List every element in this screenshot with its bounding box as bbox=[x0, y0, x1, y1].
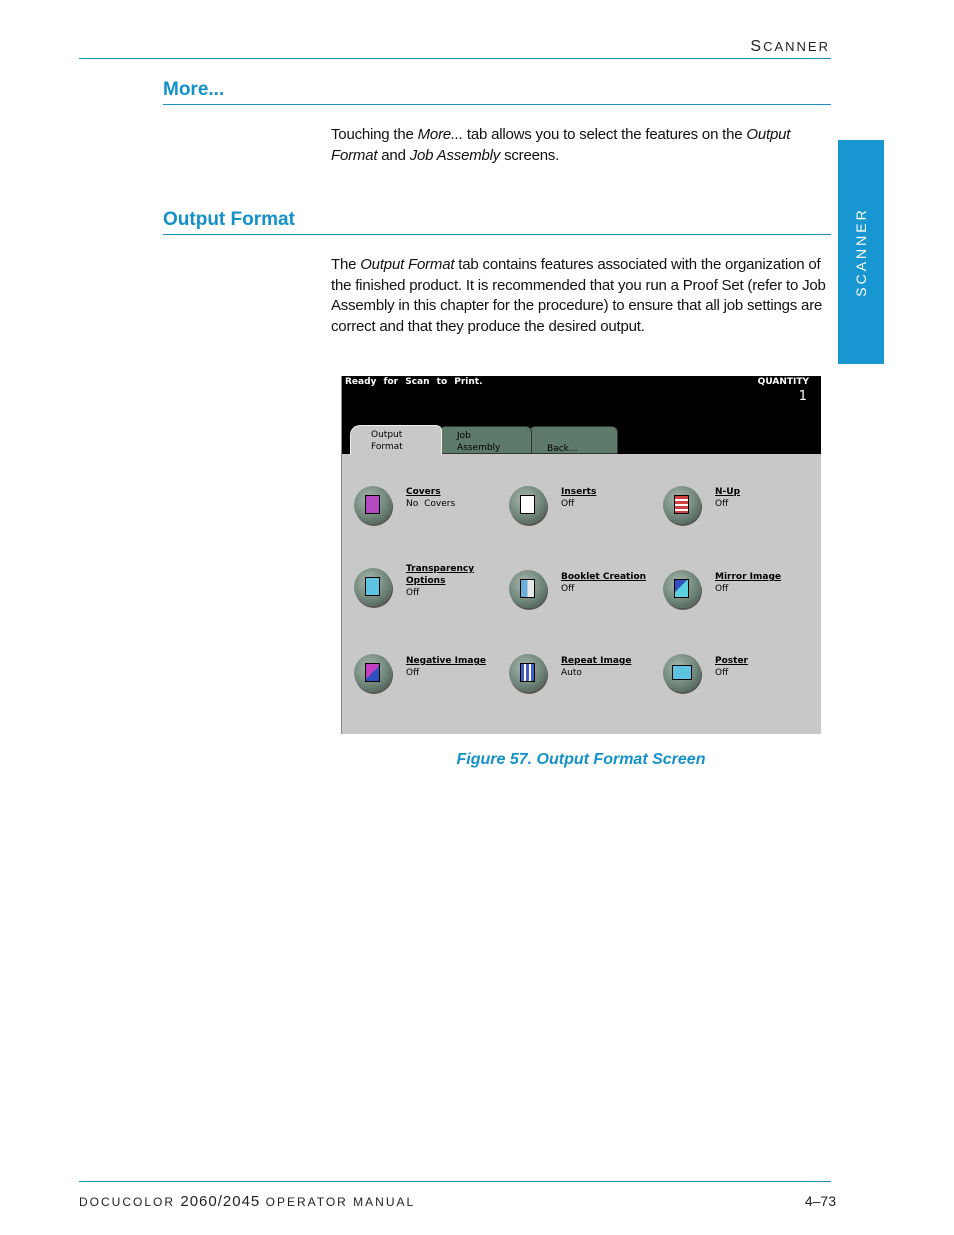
section-title-output-format: Output Format bbox=[163, 209, 295, 230]
footer-rule bbox=[79, 1181, 831, 1182]
negative-image-feature[interactable] bbox=[354, 654, 504, 704]
inserts-icon[interactable] bbox=[509, 486, 547, 524]
feature-name: Poster bbox=[715, 656, 748, 666]
quantity-value: 1 bbox=[798, 389, 807, 404]
text-run-italic: More... bbox=[417, 126, 463, 143]
footer-manual-title bbox=[79, 1193, 415, 1210]
negative-image-icon[interactable] bbox=[354, 654, 392, 692]
footer-model: 2060/2045 bbox=[180, 1193, 261, 1210]
tab-output-format[interactable] bbox=[350, 425, 442, 455]
text-run: tab allows you to select the features on the bbox=[462, 126, 747, 143]
paragraph-output-format bbox=[331, 255, 831, 337]
running-head bbox=[750, 38, 830, 56]
feature-name: Repeat Image bbox=[561, 656, 632, 666]
transparency-options-feature[interactable] bbox=[354, 564, 504, 618]
tab-label: Output bbox=[371, 430, 403, 440]
feature-name: Transparency bbox=[406, 564, 475, 574]
feature-name-line2: Options bbox=[406, 576, 446, 586]
repeat-image-icon[interactable] bbox=[509, 654, 547, 692]
feature-name: Mirror Image bbox=[715, 572, 782, 582]
header-rule bbox=[79, 58, 831, 59]
text-run: The bbox=[331, 256, 361, 273]
feature-value: Off bbox=[715, 668, 729, 678]
page-number: 4–73 bbox=[804, 1193, 836, 1209]
n-up-icon[interactable] bbox=[663, 486, 701, 524]
footer-brand: DOCUCOLOR bbox=[79, 1195, 176, 1209]
tab-back[interactable] bbox=[526, 426, 618, 454]
feature-value: Off bbox=[406, 668, 420, 678]
mirror-image-icon[interactable] bbox=[663, 570, 701, 608]
tab-label: Back... bbox=[547, 444, 578, 454]
mirror-image-feature[interactable] bbox=[663, 570, 813, 620]
feature-value: Auto bbox=[561, 668, 582, 678]
feature-value: Off bbox=[561, 499, 575, 509]
inserts-feature[interactable] bbox=[509, 486, 659, 536]
output-format-screen bbox=[341, 376, 821, 734]
figure-caption: Figure 57. Output Format Screen bbox=[456, 751, 706, 768]
booklet-icon[interactable] bbox=[509, 570, 547, 608]
repeat-image-feature[interactable] bbox=[509, 654, 659, 704]
n-up-feature[interactable] bbox=[663, 486, 813, 536]
running-head-initial: S bbox=[750, 38, 764, 55]
booklet-creation-feature[interactable] bbox=[509, 570, 659, 620]
feature-value: Off bbox=[561, 584, 575, 594]
quantity-label: QUANTITY bbox=[757, 377, 809, 387]
footer-manual: OPERATOR MANUAL bbox=[265, 1195, 416, 1209]
side-tab-label: SCANNER bbox=[853, 207, 869, 297]
covers-icon[interactable] bbox=[354, 486, 392, 524]
feature-name: Negative Image bbox=[406, 656, 486, 666]
feature-value: Off bbox=[715, 499, 729, 509]
text-run: tab contains features associated with the organization of the finished product. It is recommended that you run a Proof Set (refer to Job Assembly in this chapter for the procedure) to ensure that all job settings are correct and that they produce the desired output. bbox=[331, 256, 826, 335]
section-rule bbox=[163, 104, 831, 105]
running-head-rest: CANNER bbox=[763, 39, 830, 54]
section-title-more: More... bbox=[163, 79, 225, 100]
tab-label: Format bbox=[371, 442, 403, 452]
text-run-italic: Output Format bbox=[331, 126, 791, 164]
feature-name: N-Up bbox=[715, 487, 741, 497]
covers-feature[interactable] bbox=[354, 486, 504, 536]
paragraph-more bbox=[331, 125, 831, 166]
section-rule bbox=[163, 234, 831, 235]
tab-job-assembly[interactable] bbox=[436, 426, 532, 454]
feature-name: Covers bbox=[406, 487, 441, 497]
status-message: Ready for Scan to Print. bbox=[345, 377, 483, 387]
poster-feature[interactable] bbox=[663, 654, 813, 704]
feature-name: Booklet Creation bbox=[561, 572, 647, 582]
text-run: Touching the bbox=[331, 126, 418, 143]
side-tab bbox=[838, 140, 884, 364]
tab-label: Assembly bbox=[457, 443, 501, 453]
feature-value: Off bbox=[406, 588, 420, 598]
feature-value: No Covers bbox=[406, 499, 456, 509]
poster-icon[interactable] bbox=[663, 654, 701, 692]
feature-name: Inserts bbox=[561, 487, 597, 497]
transparency-icon[interactable] bbox=[354, 568, 392, 606]
feature-value: Off bbox=[715, 584, 729, 594]
text-run-italic: Job Assembly bbox=[409, 146, 501, 164]
text-run-italic: Output Format bbox=[360, 256, 455, 273]
text-run: screens. bbox=[500, 146, 560, 164]
tab-label: Job bbox=[457, 431, 471, 441]
text-run: and bbox=[377, 146, 410, 164]
